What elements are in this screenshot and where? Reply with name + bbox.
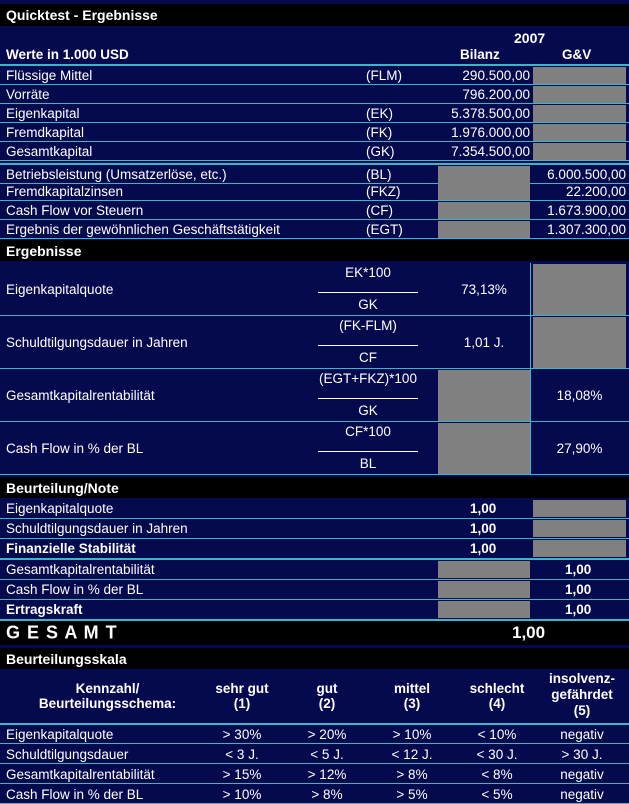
page-title: Quicktest - Ergebnisse — [6, 7, 158, 23]
balance-row — [0, 142, 629, 161]
rating-label: Ertragskraft — [6, 602, 83, 617]
col-bilanz-label: Bilanz — [460, 46, 500, 62]
column-divider — [530, 369, 531, 421]
column-divider — [530, 316, 531, 368]
balance-row — [0, 104, 629, 123]
scale-col0-line2: Beurteilungsschema: — [38, 696, 177, 711]
formula-denominator: CF — [359, 350, 377, 365]
guv-value: 22.200,00 — [565, 183, 626, 199]
rating-label: Gesamtkapitalrentabilität — [6, 562, 155, 577]
formula-numerator: (EGT+FKZ)*100 — [319, 371, 417, 386]
empty-guv-cell — [533, 540, 626, 557]
scale-row — [0, 745, 629, 764]
scale-col1-line2: (1) — [233, 696, 251, 711]
result-label: Cash Flow in % der BL — [6, 440, 144, 456]
scale-threshold: > 12% — [307, 766, 347, 782]
scale-threshold: > 8% — [396, 766, 428, 782]
result-label: Eigenkapitalquote — [6, 281, 114, 297]
rating-label: Eigenkapitalquote — [6, 501, 114, 516]
scale-col4-header — [455, 681, 539, 711]
scale-col5-line3: (5) — [573, 703, 591, 718]
empty-guv-cell — [533, 500, 626, 517]
scale-threshold: > 10% — [222, 786, 262, 802]
rating-row — [0, 560, 629, 580]
scale-col5-header — [540, 671, 624, 719]
empty-bilanz-cell — [438, 561, 530, 578]
row-label: Flüssige Mittel — [6, 67, 93, 83]
empty-bilanz-cell — [438, 601, 530, 618]
scale-label: Schuldtilgungsdauer — [6, 746, 129, 762]
formula-line — [318, 451, 418, 452]
scale-threshold: < 8% — [481, 766, 513, 782]
scale-threshold: > 30% — [222, 726, 262, 742]
guv-value: 1.673.900,00 — [547, 202, 626, 218]
formula-line — [318, 292, 418, 293]
result-value-guv: 27,90% — [556, 440, 603, 456]
guv-value: 6.000.500,00 — [547, 166, 626, 182]
scale-col3-header — [370, 681, 454, 711]
rating-value-guv: 1,00 — [565, 582, 592, 597]
result-label: Gesamtkapitalrentabilität — [6, 387, 155, 403]
scale-row — [0, 725, 629, 744]
scale-col3-line1: mittel — [393, 681, 430, 696]
scale-col1-header — [200, 681, 284, 711]
results-title: Ergebnisse — [6, 242, 82, 259]
total-label: G E S A M T — [6, 622, 118, 643]
scale-label: Cash Flow in % der BL — [6, 786, 144, 802]
rating-row — [0, 600, 629, 621]
title-bar — [0, 4, 629, 26]
row-label: Fremdkapital — [6, 124, 85, 140]
row-code: (GK) — [366, 143, 395, 159]
result-value-guv: 18,08% — [556, 387, 603, 403]
scale-row — [0, 765, 629, 784]
empty-bilanz-cell — [438, 166, 530, 183]
rating-value-bilanz: 1,00 — [470, 501, 497, 516]
scale-title: Beurteilungsskala — [6, 650, 127, 667]
empty-bilanz-cell — [438, 581, 530, 598]
row-code: (EGT) — [366, 221, 403, 237]
scale-col4-line1: schlecht — [469, 681, 525, 696]
scale-threshold: negativ — [560, 766, 604, 782]
row-label: Betriebsleistung (Umsatzerlöse, etc.) — [6, 166, 227, 182]
formula-line — [318, 398, 418, 399]
scale-col3-line2: (3) — [403, 696, 421, 711]
formula-numerator: CF*100 — [345, 424, 391, 439]
rating-header — [0, 477, 629, 498]
empty-bilanz-cell — [438, 221, 530, 238]
empty-bilanz-cell — [438, 370, 530, 421]
bilanz-value: 290.500,00 — [462, 67, 530, 83]
pl-row — [0, 182, 629, 201]
total-value: 1,00 — [512, 623, 546, 642]
guv-value: 1.307.300,00 — [547, 221, 626, 237]
col-guv-label: G&V — [562, 46, 592, 62]
empty-guv-cell — [533, 143, 626, 160]
unit-label: Werte in 1.000 USD — [6, 46, 129, 62]
balance-row — [0, 85, 629, 104]
result-value-bilanz: 1,01 J. — [463, 334, 505, 350]
result-row — [0, 422, 629, 475]
bilanz-value: 7.354.500,00 — [451, 143, 530, 159]
row-code: (CF) — [366, 202, 393, 218]
row-label: Cash Flow vor Steuern — [6, 202, 144, 218]
row-label: Eigenkapital — [6, 105, 80, 121]
scale-threshold: < 5% — [481, 786, 513, 802]
scale-col5-line1: insolvenz- — [548, 671, 615, 686]
scale-threshold: negativ — [560, 786, 604, 802]
scale-threshold: < 3 J. — [225, 746, 259, 762]
empty-guv-cell — [533, 86, 626, 103]
empty-guv-cell — [533, 124, 626, 141]
scale-threshold: > 30 J. — [561, 746, 603, 762]
scale-col2-line2: (2) — [318, 696, 336, 711]
scale-col1-line1: sehr gut — [215, 681, 269, 696]
rating-row — [0, 539, 629, 560]
result-label: Schuldtilgungsdauer in Jahren — [6, 334, 188, 350]
empty-guv-cell — [533, 264, 626, 315]
pl-row — [0, 201, 629, 220]
pl-row — [0, 163, 629, 184]
scale-col2-header — [285, 681, 369, 711]
result-row — [0, 369, 629, 422]
scale-col2-line1: gut — [316, 681, 338, 696]
scale-col0-header — [20, 681, 195, 711]
scale-threshold: > 10% — [392, 726, 432, 742]
scale-col5-line2: gefährdet — [551, 687, 613, 702]
row-label: Gesamtkapital — [6, 143, 93, 159]
balance-row — [0, 123, 629, 142]
scale-threshold: < 12 J. — [391, 746, 433, 762]
empty-guv-cell — [533, 105, 626, 122]
scale-label: Eigenkapitalquote — [6, 726, 114, 742]
empty-guv-cell — [533, 520, 626, 537]
formula-numerator: (FK-FLM) — [339, 318, 397, 333]
column-header-row — [0, 44, 629, 66]
results-header — [0, 240, 629, 261]
row-code: (EK) — [366, 105, 393, 121]
rating-value-bilanz: 1,00 — [470, 541, 497, 556]
rating-row — [0, 499, 629, 519]
empty-bilanz-cell — [438, 423, 530, 474]
result-row — [0, 263, 629, 316]
result-value-bilanz: 73,13% — [461, 281, 507, 297]
bilanz-value: 796.200,00 — [462, 86, 530, 102]
total-row — [0, 621, 629, 645]
pl-row — [0, 220, 629, 239]
scale-label: Gesamtkapitalrentabilität — [6, 766, 155, 782]
row-label: Vorräte — [6, 86, 50, 102]
rating-label: Schuldtilgungsdauer in Jahren — [6, 521, 188, 536]
result-row — [0, 316, 629, 369]
bilanz-value: 1.976.000,00 — [451, 124, 530, 140]
balance-row — [0, 66, 629, 85]
row-label: Fremdkapitalzinsen — [6, 183, 124, 199]
rating-title: Beurteilung/Note — [6, 479, 119, 496]
scale-threshold: > 15% — [222, 766, 262, 782]
formula-denominator: BL — [359, 456, 377, 471]
empty-bilanz-cell — [438, 202, 530, 219]
scale-column-header — [0, 671, 629, 725]
year-label: 2007 — [514, 30, 546, 46]
row-code: (FKZ) — [366, 183, 401, 199]
scale-header — [0, 648, 629, 669]
rating-value-guv: 1,00 — [565, 602, 592, 617]
scale-col0-line1: Kennzahl/ — [75, 681, 140, 696]
rating-value-bilanz: 1,00 — [470, 521, 497, 536]
empty-guv-cell — [533, 317, 626, 368]
empty-guv-cell — [533, 67, 626, 84]
scale-threshold: negativ — [560, 726, 604, 742]
scale-threshold: < 30 J. — [476, 746, 518, 762]
formula-denominator: GK — [358, 297, 378, 312]
bilanz-value: 5.378.500,00 — [451, 105, 530, 121]
rating-label: Finanzielle Stabilität — [6, 541, 136, 556]
formula-denominator: GK — [358, 403, 378, 418]
rating-value-guv: 1,00 — [565, 562, 592, 577]
scale-col4-line2: (4) — [488, 696, 506, 711]
formula-line — [318, 345, 418, 346]
scale-threshold: < 10% — [477, 726, 517, 742]
column-divider — [530, 263, 531, 315]
empty-bilanz-cell — [438, 183, 530, 200]
rating-row — [0, 580, 629, 600]
scale-threshold: > 5% — [396, 786, 428, 802]
row-code: (FLM) — [366, 67, 402, 83]
scale-threshold: < 5 J. — [310, 746, 344, 762]
scale-threshold: > 8% — [311, 786, 343, 802]
row-code: (FK) — [366, 124, 393, 140]
formula-numerator: EK*100 — [345, 265, 391, 280]
column-divider — [530, 422, 531, 474]
row-code: (BL) — [366, 166, 392, 182]
rating-row — [0, 519, 629, 539]
row-label: Ergebnis der gewöhnlichen Geschäftstätigkeit — [6, 221, 280, 237]
scale-threshold: > 20% — [307, 726, 347, 742]
scale-row — [0, 785, 629, 804]
rating-label: Cash Flow in % der BL — [6, 582, 144, 597]
